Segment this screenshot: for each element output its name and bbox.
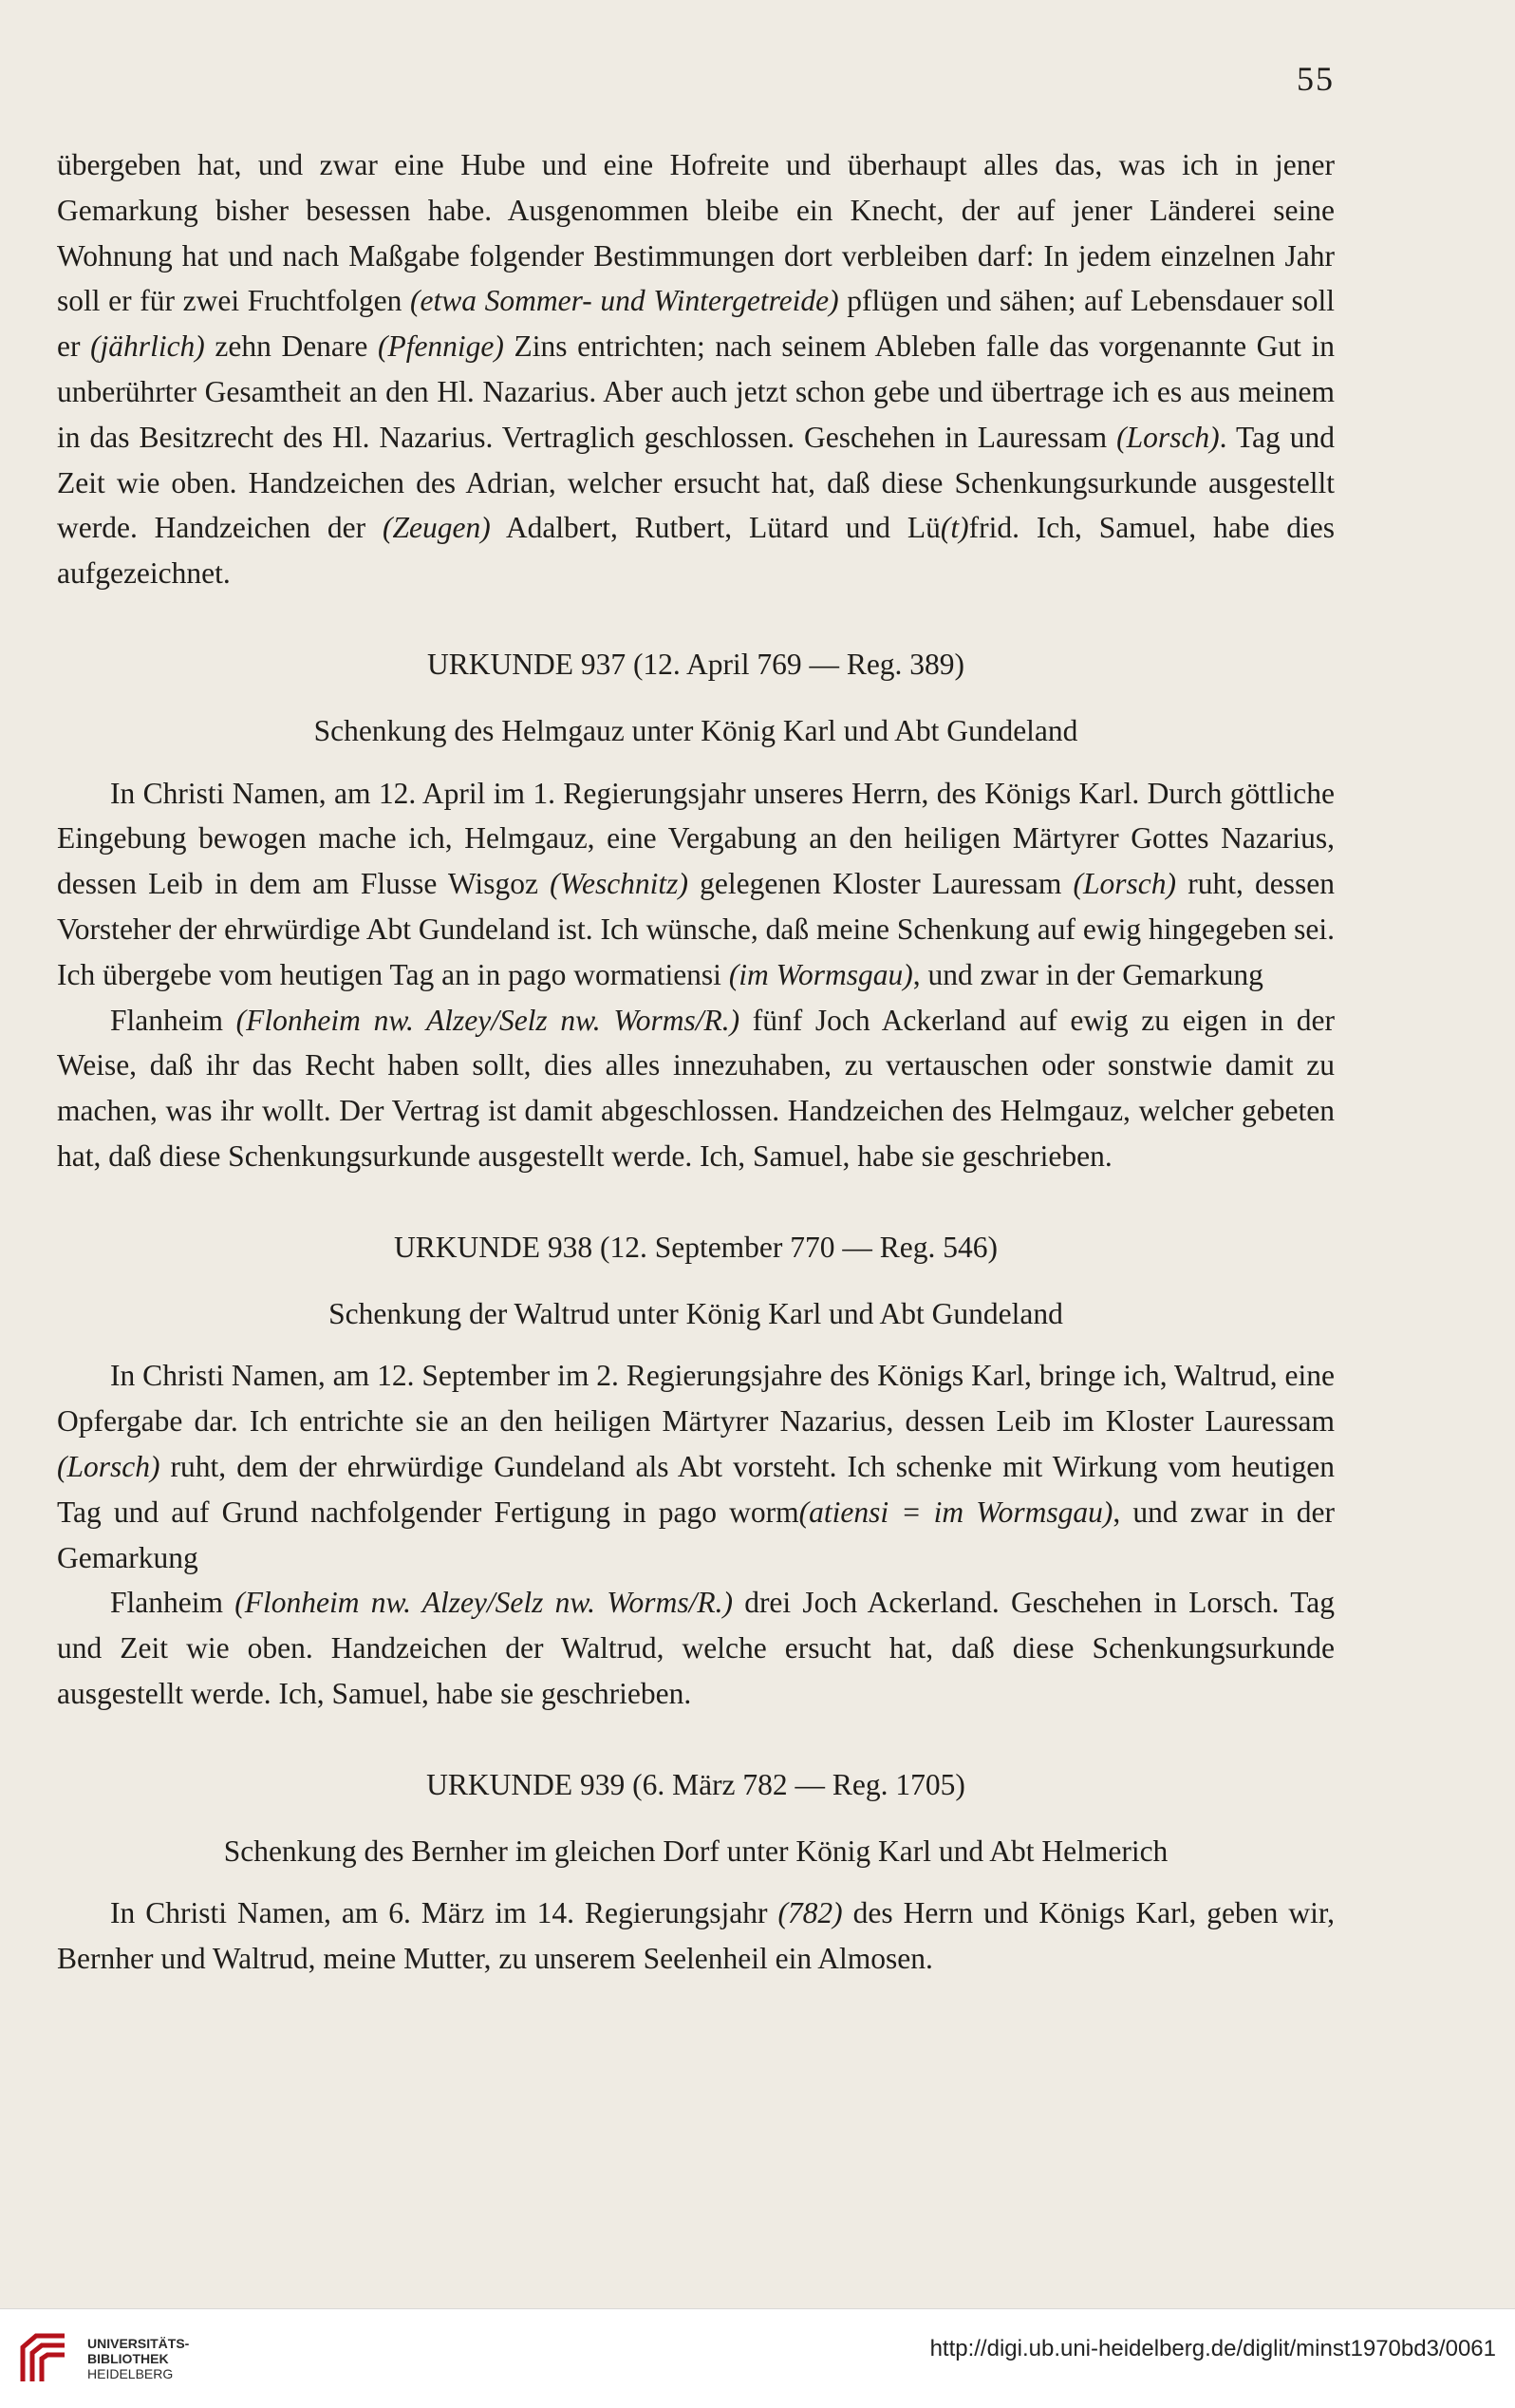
- paragraph: [57, 1353, 1335, 1580]
- library-name: [87, 2336, 189, 2381]
- italic-note: (im Wormsgau): [728, 957, 913, 991]
- italic-note: (jährlich): [90, 329, 205, 364]
- page-body: [57, 142, 1335, 1982]
- italic-note: (Pfennige): [377, 329, 504, 364]
- urkunde-938-subtitle: Schenkung der Waltrud unter König Karl und Abt Gundeland: [328, 1296, 1063, 1330]
- urkunde-937-title: URKUNDE 937 (12. April 769 — Reg. 389): [426, 647, 965, 681]
- italic-note: (Flonheim nw. Alzey/Selz nw. Worms/R.): [234, 1586, 733, 1620]
- text-run: , und zwar in der Gemarkung: [912, 957, 1263, 991]
- library-name-line: UNIVERSITÄTS-: [87, 2336, 190, 2351]
- text-run: zehn Denare: [204, 329, 378, 364]
- text-run: Zins entrichten; nach seinem Ableben falle das vorgenannte Gut in unberührter Gesamtheit an den Hl. Nazarius. Aber auch jetzt schon gebe und übertrage ich es aus meinem in das Besitzrecht des Hl. Nazarius. Vertraglich geschlossen. Geschehen in Lauressam: [57, 329, 1335, 454]
- library-name-line: BIBLIOTHEK: [87, 2351, 169, 2366]
- text-run: In Christi Namen, am 6. März im 14. Regierungsjahr: [110, 1896, 778, 1930]
- italic-note: (atiensi = im Wormsgau): [798, 1495, 1113, 1529]
- italic-note: (Lorsch): [57, 1449, 160, 1483]
- italic-note: (Weschnitz): [550, 867, 688, 901]
- paragraph: [57, 1891, 1335, 1982]
- paragraph: [57, 998, 1335, 1179]
- urkunde-938-title: URKUNDE 938 (12. September 770 — Reg. 546): [393, 1230, 999, 1264]
- text-run: fünf Joch Ackerland auf ewig zu eigen in der Weise, daß ihr das Recht haben sollt, dies alles innezuhaben, zu vertauschen oder sonstwie damit zu machen, was ihr wollt. Der Vertrag ist damit abgeschlossen. Handzeichen des Helmgauz, welcher gebeten hat, daß diese Schenkungsurkunde ausgestellt werde. Ich, Samuel, habe sie geschrieben.: [57, 1003, 1335, 1173]
- text-run: drei Joch Ackerland. Geschehen in Lorsch. Tag und Zeit wie oben. Handzeichen der Waltrud, welche ersucht hat, daß diese Schenkungsurkunde ausgestellt werde. Ich, Samuel, habe sie geschrieben.: [57, 1586, 1335, 1710]
- text-run: des Herrn und Königs Karl, geben wir, Bernher und Waltrud, meine Mutter, zu unserem Seelenheil ein Almosen.: [57, 1896, 1335, 1976]
- text-run: Flanheim: [110, 1003, 236, 1037]
- text-run: gelegenen Kloster Lauressam: [687, 867, 1074, 901]
- text-run: pflügen und sähen; auf Lebensdauer soll er: [57, 284, 1336, 364]
- text-run: Adalbert, Rutbert, Lütard und Lü: [490, 511, 941, 545]
- italic-note: (etwa Sommer- und Wintergetreide): [410, 284, 839, 318]
- text-run: In Christi Namen, am 12. September im 2. Regierungsjahre des Königs Karl, bringe ich, Waltrud, eine Opfergabe dar. Ich entrichte sie an den heiligen Märtyrer Nazarius, dessen Leib im Kloster Lauressam: [57, 1359, 1335, 1439]
- italic-note: (Lorsch): [1073, 867, 1177, 901]
- library-logo-icon: [13, 2328, 74, 2389]
- urkunde-937-subtitle: Schenkung des Helmgauz unter König Karl und Abt Gundeland: [313, 713, 1078, 747]
- text-run: übergeben hat, und zwar eine Hube und eine Hofreite und überhaupt alles das, was ich in jener Gemarkung bisher besessen habe. Ausgenommen bleibe ein Knecht, der auf jener Länderei seine Wohnung hat und nach Maßgabe folgender Bestimmungen dort verbleiben darf: In jedem einzelnen Jahr soll er für zwei Fruchtfolgen: [57, 148, 1335, 318]
- text-run: In Christi Namen, am 12. April im 1. Regierungsjahr unseres Herrn, des Königs Karl. Durch göttliche Eingebung bewogen mache ich, Helmgauz, eine Vergabung an den heiligen Märtyrer Gottes Nazarius, dessen Leib in dem am Flusse Wisgoz: [57, 776, 1335, 901]
- urkunde-939-subtitle: Schenkung des Bernher im gleichen Dorf unter König Karl und Abt Helmerich: [223, 1834, 1169, 1868]
- text-run: . Tag und Zeit wie oben. Handzeichen des Adrian, welcher ersucht hat, daß diese Schenkungsurkunde ausgestellt werde. Handzeichen der: [57, 420, 1335, 545]
- paragraph: [57, 142, 1335, 596]
- text-run: ruht, dessen Vorsteher der ehrwürdige Abt Gundeland ist. Ich wünsche, daß meine Schenkung auf ewig hingegeben sei. Ich übergebe vom heutigen Tag an in pago wormatiensi: [57, 867, 1335, 991]
- text-run: frid. Ich, Samuel, habe dies aufgezeichnet.: [57, 511, 1336, 591]
- viewer-footer: [0, 2308, 1515, 2408]
- permalink-url[interactable]: http://digi.ub.uni-heidelberg.de/diglit/minst1970bd3/0061: [929, 2336, 1496, 2361]
- text-run: , und zwar in der Gemarkung: [57, 1495, 1335, 1574]
- italic-note: (Zeugen): [383, 511, 491, 545]
- text-run: ruht, dem der ehrwürdige Gundeland als Abt vorsteht. Ich schenke mit Wirkung vom heutigen Tag und auf Grund nachfolgender Fertigung in pago worm: [57, 1449, 1335, 1529]
- page-number: 55: [1297, 60, 1335, 98]
- italic-note: (Flonheim nw. Alzey/Selz nw. Worms/R.): [235, 1003, 740, 1037]
- urkunde-939-title: URKUNDE 939 (6. März 782 — Reg. 1705): [426, 1767, 965, 1801]
- italic-note: (782): [777, 1896, 843, 1930]
- italic-note: (t): [940, 511, 969, 545]
- text-run: Flanheim: [110, 1586, 235, 1620]
- paragraph: [57, 1580, 1335, 1716]
- library-name-line: HEIDELBERG: [87, 2366, 174, 2381]
- paragraph: [57, 771, 1335, 998]
- italic-note: (Lorsch): [1116, 420, 1220, 454]
